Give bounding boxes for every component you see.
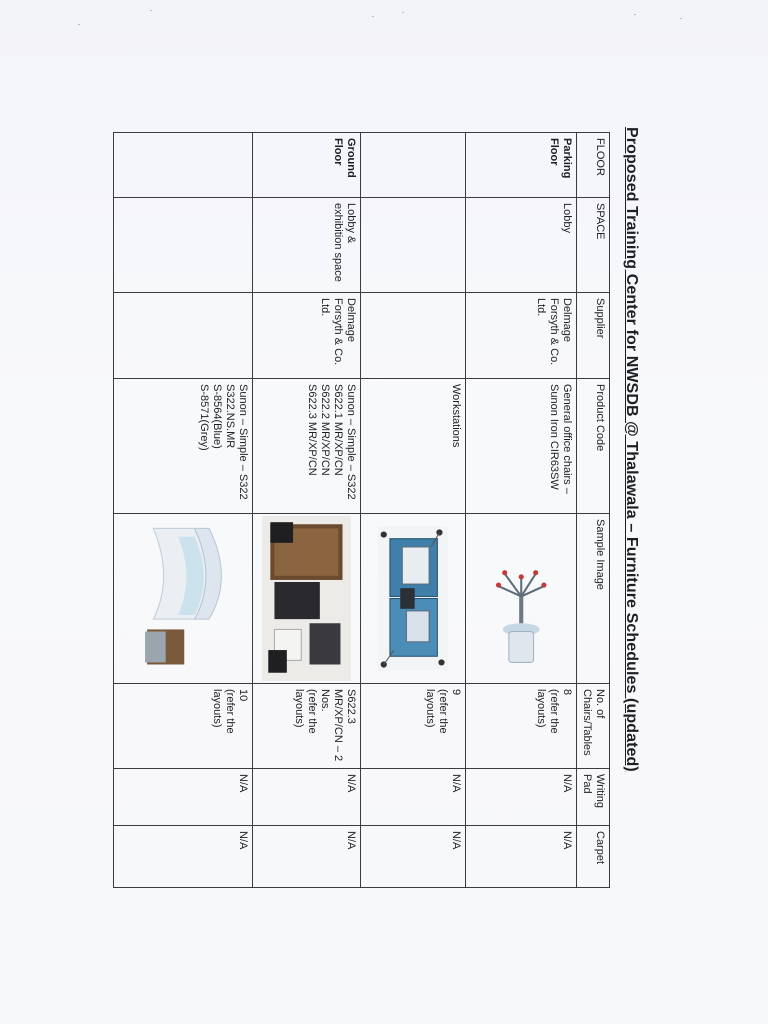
- cell-count: 9 (refer the layouts): [360, 684, 466, 769]
- office-chair-icon: [468, 516, 574, 681]
- rotated-document: [0, 127, 640, 1007]
- cell-supplier: Delmage Forsyth & Co. Ltd.: [252, 293, 360, 379]
- scan-speck: [680, 18, 682, 19]
- cell-writing-pad: N/A: [466, 769, 577, 826]
- table-row: [114, 133, 253, 888]
- cell-carpet: N/A: [360, 826, 466, 888]
- header-floor: FLOOR: [577, 133, 610, 198]
- table-row: [360, 133, 466, 888]
- cell-writing-pad: N/A: [252, 769, 360, 826]
- header-carpet: Carpet: [577, 826, 610, 888]
- header-writing-pad: Writing Pad: [577, 769, 610, 826]
- workstation-image: [360, 514, 466, 684]
- table-row: [466, 133, 577, 888]
- cell-product-code: Workstations: [360, 379, 466, 514]
- header-space: SPACE: [577, 198, 610, 293]
- cell-floor: [114, 133, 253, 198]
- cell-writing-pad: N/A: [360, 769, 466, 826]
- cell-product-code: Sunon – Simple – S322 S322.NS.MR S-8564(Blue) S-8571(Grey): [114, 379, 253, 514]
- header-product-code: Product Code: [577, 379, 610, 514]
- cell-space: [360, 198, 466, 293]
- cell-supplier: [360, 293, 466, 379]
- scan-speck: [372, 16, 374, 17]
- table-row: [252, 133, 360, 888]
- office-desk-icon: [255, 516, 358, 681]
- cell-product-code: General office chairs – Sunon Iron CIR63SW: [466, 379, 577, 514]
- table-header-row: [577, 133, 610, 888]
- reception-counter-icon: [116, 516, 250, 681]
- header-supplier: Supplier: [577, 293, 610, 379]
- document-title: Proposed Training Center for NWSDB @ Thalawala – Furniture Schedules (updated): [623, 127, 640, 772]
- reception-counter-image: [114, 514, 253, 684]
- cell-carpet: N/A: [252, 826, 360, 888]
- cell-count: 10 (refer the layouts): [114, 684, 253, 769]
- workstation-icon: [363, 516, 464, 681]
- scan-speck: [634, 14, 636, 15]
- furniture-schedule-table: [113, 132, 610, 888]
- cell-supplier: Delmage Forsyth & Co. Ltd.: [466, 293, 577, 379]
- cell-space: Lobby & exhibition space: [252, 198, 360, 293]
- header-count: No. of Chairs/Tables: [577, 684, 610, 769]
- cell-floor: Ground Floor: [252, 133, 360, 198]
- scan-speck: [150, 10, 152, 11]
- cell-writing-pad: N/A: [114, 769, 253, 826]
- cell-carpet: N/A: [466, 826, 577, 888]
- cell-space: [114, 198, 253, 293]
- scan-speck: [78, 24, 80, 25]
- office-chair-image: [466, 514, 577, 684]
- cell-carpet: N/A: [114, 826, 253, 888]
- cell-count: S622.3 MR/XP/CN – 2 Nos. (refer the layouts): [252, 684, 360, 769]
- office-desk-image: [252, 514, 360, 684]
- cell-floor: [360, 133, 466, 198]
- cell-supplier: [114, 293, 253, 379]
- cell-count: 8 (refer the layouts): [466, 684, 577, 769]
- scan-speck: [402, 12, 404, 13]
- header-sample-image: Sample Image: [577, 514, 610, 684]
- cell-floor: Parking Floor: [466, 133, 577, 198]
- cell-space: Lobby: [466, 198, 577, 293]
- cell-product-code: Sunon – Simple – S322 S622.1 MR/XP/CN S622.2 MR/XP/CN S622.3 MR/XP/CN: [252, 379, 360, 514]
